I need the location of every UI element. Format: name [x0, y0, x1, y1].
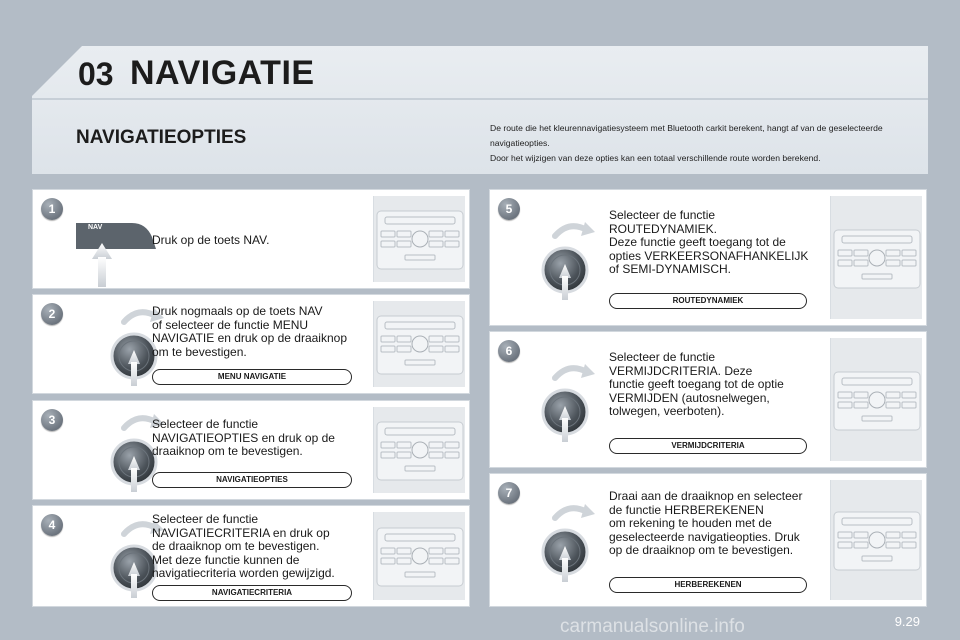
nav-button-label: NAV [88, 224, 103, 231]
page-number: 9.29 [894, 614, 920, 629]
instruction-line: geselecteerde navigatieopties. Druk [609, 529, 800, 544]
instruction-line: tolwegen, veerboten). [609, 404, 725, 418]
step-number-badge: 1 [41, 198, 63, 220]
step-number-badge: 5 [498, 198, 520, 220]
instruction-line: Draai aan de draaiknop en selecteer [609, 489, 803, 503]
intro-paragraph-2: Door het wijzigen van deze opties kan een totaal verschillende route worden berekend. [490, 153, 821, 163]
instruction-line: draaiknop om te bevestigen. [152, 444, 303, 458]
radio-thumbnail [373, 196, 465, 282]
step-number-badge: 3 [41, 409, 63, 431]
instruction-line: Selecteer de functie [609, 350, 716, 364]
header-divider [32, 98, 928, 100]
step-instruction-5 [609, 209, 808, 277]
step-instruction-1 [152, 234, 269, 248]
section-title: NAVIGATIEOPTIES [76, 127, 247, 148]
step-number-badge: 2 [41, 303, 63, 325]
radio-unit-icon [375, 314, 465, 376]
instruction-line: om te bevestigen. [152, 344, 247, 359]
instruction-line: ROUTEDYNAMIEK. [609, 221, 718, 236]
intro-text [490, 121, 900, 166]
step-instruction-2 [152, 305, 347, 359]
instruction-line: Druk op de toets NAV. [152, 233, 270, 247]
page-title: NAVIGATIE [130, 54, 315, 92]
rotary-knob-icon [535, 500, 597, 584]
instruction-line: VERMIJDEN (autosnelwegen, [609, 390, 770, 405]
chapter-number: 03 [78, 56, 114, 92]
instruction-line: Druk nogmaals op de toets NAV [152, 304, 323, 318]
menu-option-label: NAVIGATIEOPTIES [152, 472, 352, 488]
menu-option-label: VERMIJDCRITERIA [609, 438, 807, 454]
instruction-line: NAVIGATIECRITERIA en druk op [152, 525, 330, 540]
radio-thumbnail [830, 338, 922, 461]
radio-thumbnail [373, 301, 465, 387]
radio-thumbnail [830, 196, 922, 319]
instruction-line: VERMIJDCRITERIA. Deze [609, 363, 753, 378]
instruction-line: de draaiknop om te bevestigen. [152, 539, 320, 553]
instruction-line: Deze functie geeft toegang tot de [609, 235, 786, 249]
step-instruction-7 [609, 490, 802, 558]
watermark: carmanualsonline.info [560, 616, 745, 637]
step-number-badge: 7 [498, 482, 520, 504]
radio-unit-icon [832, 370, 922, 432]
instruction-line: NAVIGATIEOPTIES en druk op de [152, 430, 335, 445]
step-number-badge: 4 [41, 514, 63, 536]
instruction-line: opties VERKEERSONAFHANKELIJK [609, 248, 809, 263]
rotary-knob-icon [535, 218, 597, 302]
radio-thumbnail [373, 512, 465, 600]
intro-paragraph-1: De route die het kleurennavigatiesysteem met Bluetooth carkit berekent, hangt af van de geselecteerde navigatieopties. [490, 123, 883, 148]
radio-thumbnail [373, 407, 465, 493]
step-instruction-3 [152, 418, 335, 459]
header-corner-cut [32, 46, 82, 96]
menu-option-label: HERBEREKENEN [609, 577, 807, 593]
radio-thumbnail [830, 480, 922, 600]
instruction-line: Selecteer de functie [152, 417, 259, 431]
instruction-line: Selecteer de functie [152, 512, 259, 526]
instruction-line: op de draaiknop om te bevestigen. [609, 543, 794, 557]
step-instruction-6 [609, 351, 784, 419]
radio-unit-icon [832, 228, 922, 290]
nav-button-press-icon [72, 219, 156, 292]
step-instruction-4 [152, 513, 335, 581]
instruction-line: NAVIGATIE en druk op de draaiknop [152, 331, 347, 345]
instruction-line: of SEMI-DYNAMISCH. [609, 262, 732, 276]
instruction-line: de functie HERBEREKENEN [609, 502, 764, 517]
instruction-line: navigatiecriteria worden gewijzigd. [152, 566, 335, 580]
radio-unit-icon [375, 526, 465, 588]
instruction-line: functie geeft toegang tot de optie [609, 377, 784, 391]
instruction-line: of selecteer de functie MENU [152, 317, 309, 332]
radio-unit-icon [832, 510, 922, 572]
step-number-badge: 6 [498, 340, 520, 362]
menu-option-label: ROUTEDYNAMIEK [609, 293, 807, 309]
menu-option-label: MENU NAVIGATIE [152, 369, 352, 385]
menu-option-label: NAVIGATIECRITERIA [152, 585, 352, 601]
instruction-line: Selecteer de functie [609, 208, 716, 222]
rotary-knob-icon [535, 360, 597, 444]
radio-unit-icon [375, 420, 465, 482]
radio-unit-icon [375, 209, 465, 271]
instruction-line: om rekening te houden met de [609, 516, 772, 530]
instruction-line: Met deze functie kunnen de [152, 552, 300, 567]
